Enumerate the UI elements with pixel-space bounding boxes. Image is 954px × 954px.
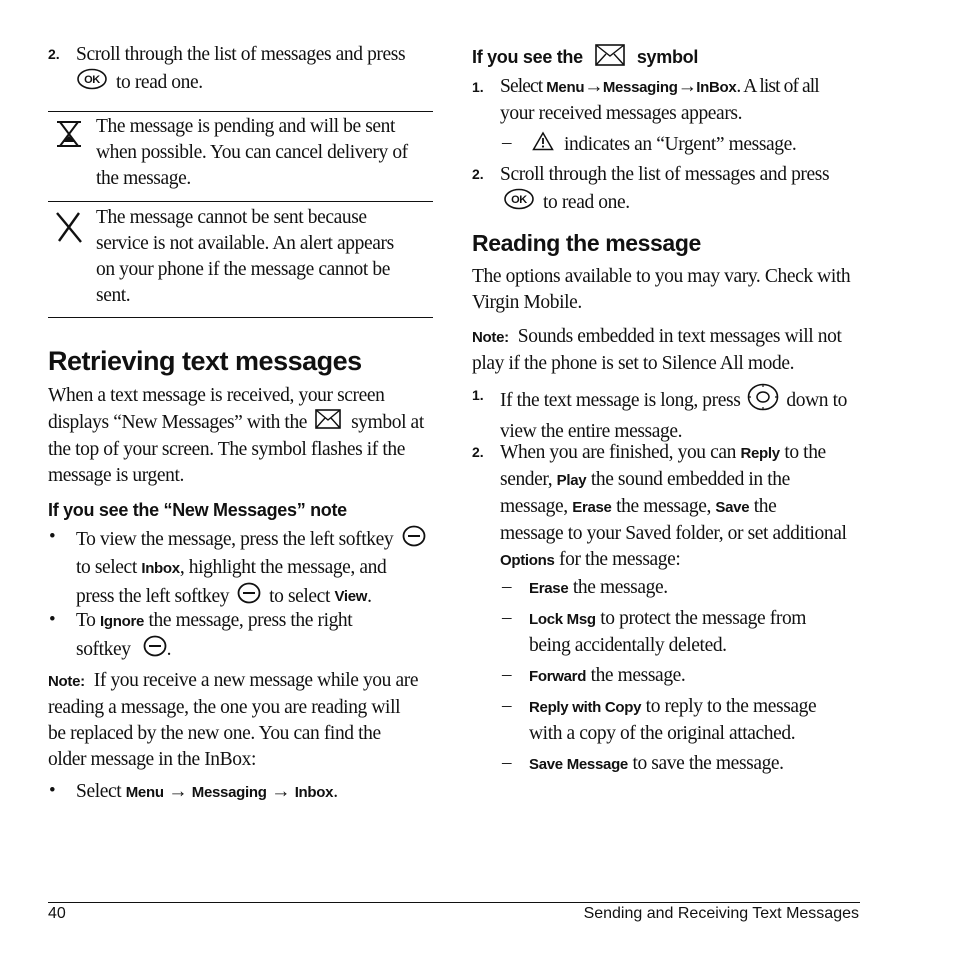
menu-key: Menu bbox=[546, 79, 585, 96]
key-label: Inbox bbox=[141, 560, 180, 577]
option-text: the message. bbox=[572, 577, 668, 598]
dash-marker: – bbox=[502, 576, 512, 597]
step-text-end: to read one. bbox=[543, 192, 630, 213]
hourglass-icon bbox=[54, 120, 84, 153]
step-number: 2. bbox=[48, 46, 60, 62]
note-label: Note: bbox=[48, 673, 85, 690]
step-text-part: When you are finished, you can bbox=[500, 442, 736, 463]
note-line: older message in the InBox: bbox=[48, 749, 256, 770]
step-line bbox=[500, 467, 885, 494]
step-number: 1. bbox=[472, 387, 484, 403]
dash-marker: – bbox=[502, 607, 512, 628]
note-line: play if the phone is set to Silence All mode. bbox=[472, 353, 795, 374]
table-top-rule bbox=[48, 111, 433, 112]
bullet-line bbox=[76, 608, 446, 635]
menu-key: Messaging bbox=[191, 784, 267, 801]
menu-key: InBox bbox=[696, 79, 737, 96]
arrow-icon: → bbox=[677, 76, 697, 97]
bullet-text: to select bbox=[76, 557, 137, 578]
bullet-line bbox=[76, 525, 446, 555]
bullet-line bbox=[76, 635, 446, 665]
note-text: If you receive a new message while you are bbox=[93, 670, 419, 691]
bullet-dot: • bbox=[49, 609, 56, 630]
navigation-key-icon bbox=[747, 383, 779, 419]
arrow-icon: → bbox=[271, 781, 291, 802]
option-item bbox=[529, 575, 668, 602]
option-text: to protect the message from bbox=[600, 608, 807, 629]
section-heading: Reading the message bbox=[472, 230, 701, 256]
option-key: Save Message bbox=[529, 756, 628, 773]
intro-line: message is urgent. bbox=[48, 465, 184, 486]
option-item bbox=[529, 606, 806, 659]
step-line bbox=[500, 440, 885, 467]
status-row-line: service is not available. An alert appears bbox=[96, 233, 394, 254]
softkey-icon bbox=[402, 525, 426, 555]
step-line bbox=[500, 74, 870, 101]
step-text-part: . A list of all bbox=[736, 76, 819, 97]
section-heading: Retrieving text messages bbox=[48, 346, 362, 376]
note-line bbox=[472, 324, 872, 351]
note-line: reading a message, the one you are reading will bbox=[48, 697, 401, 718]
table-bottom-rule bbox=[48, 317, 433, 318]
step-text-part: message, bbox=[500, 496, 568, 517]
step-number: 2. bbox=[472, 444, 484, 460]
option-text: the message. bbox=[590, 665, 686, 686]
step-line: view the entire message. bbox=[500, 421, 683, 442]
paragraph-line: Virgin Mobile. bbox=[472, 292, 582, 313]
menu-key: Menu bbox=[125, 784, 164, 801]
option-key: Forward bbox=[529, 668, 587, 685]
intro-line bbox=[48, 409, 438, 437]
step-text-line2 bbox=[503, 188, 630, 218]
bullet-text: softkey bbox=[76, 639, 131, 660]
options-paragraph bbox=[472, 264, 872, 316]
step-line bbox=[500, 383, 880, 419]
status-row-line: The message is pending and will be sent bbox=[96, 116, 396, 137]
status-row-line: when possible. You can cancel delivery of bbox=[96, 142, 408, 163]
envelope-icon bbox=[595, 44, 625, 71]
menu-path bbox=[76, 779, 338, 806]
step-text bbox=[500, 440, 885, 574]
key-label: Ignore bbox=[99, 613, 145, 630]
ok-button-icon bbox=[503, 188, 535, 218]
step-line bbox=[500, 547, 885, 574]
step-number: 2. bbox=[472, 166, 484, 182]
intro-text: symbol at bbox=[351, 412, 424, 433]
option-line bbox=[529, 606, 806, 633]
note-line: be replaced by the new one. You can find the bbox=[48, 723, 381, 744]
svg-text:OK: OK bbox=[511, 194, 527, 206]
table-row-rule bbox=[48, 201, 433, 202]
step-text-part: Select bbox=[500, 76, 543, 97]
option-key: Lock Msg bbox=[529, 611, 596, 628]
step-text-part: If the text message is long, press bbox=[500, 390, 741, 411]
status-row-line: on your phone if the message cannot be bbox=[96, 259, 391, 280]
option-key: Play bbox=[556, 472, 587, 489]
menu-path-text: . bbox=[333, 781, 338, 802]
dash-marker: – bbox=[502, 664, 512, 685]
heading-text: If you see the bbox=[472, 47, 583, 67]
heading-text: symbol bbox=[636, 47, 699, 67]
bullet-dot: • bbox=[49, 526, 56, 547]
bullet-text: , highlight the message, and bbox=[179, 557, 387, 578]
paragraph-line: The options available to you may vary. Check with bbox=[472, 266, 851, 287]
intro-line: When a text message is received, your screen bbox=[48, 385, 385, 406]
bullet-text: To bbox=[76, 610, 96, 631]
option-key: Save bbox=[715, 499, 750, 516]
option-line bbox=[529, 694, 816, 721]
option-text: to save the message. bbox=[632, 753, 784, 774]
option-line: with a copy of the original attached. bbox=[529, 723, 796, 744]
bullet-text: To view the message, press the left softkey bbox=[76, 529, 394, 550]
option-key: Erase bbox=[572, 499, 612, 516]
subheading: If you see the “New Messages” note bbox=[48, 500, 347, 520]
menu-key: Messaging bbox=[602, 79, 678, 96]
bullet-item bbox=[76, 608, 446, 665]
key-label: View bbox=[334, 588, 368, 605]
step-text-part: the sound embedded in the bbox=[590, 469, 790, 490]
option-key: Reply bbox=[740, 445, 780, 462]
bullet-dot: • bbox=[49, 780, 56, 801]
note-line bbox=[48, 668, 440, 695]
envelope-heading bbox=[472, 44, 698, 71]
status-row-line: The message cannot be sent because bbox=[96, 207, 367, 228]
dash-marker: – bbox=[502, 752, 512, 773]
arrow-icon: → bbox=[584, 76, 603, 97]
bullet-text: the message, press the right bbox=[148, 610, 353, 631]
step-text-part: the message, bbox=[616, 496, 711, 517]
note-text: Sounds embedded in text messages will not bbox=[517, 326, 842, 347]
option-key: Erase bbox=[529, 580, 569, 597]
status-row-line: the message. bbox=[96, 168, 191, 189]
status-row-pending bbox=[96, 114, 408, 192]
step-text-end: to read one. bbox=[116, 72, 203, 93]
menu-key: Inbox bbox=[294, 784, 334, 801]
note-block bbox=[472, 324, 872, 377]
ok-button-icon bbox=[76, 68, 108, 98]
bullet-item bbox=[76, 525, 446, 612]
status-row-line: sent. bbox=[96, 285, 131, 306]
option-item bbox=[529, 751, 784, 778]
step-number: 1. bbox=[472, 79, 484, 95]
option-line: being accidentally deleted. bbox=[529, 635, 727, 656]
step-line: your received messages appears. bbox=[500, 103, 743, 124]
menu-path-text: Select bbox=[76, 781, 122, 802]
bullet-text: press the left softkey bbox=[76, 586, 230, 607]
step-text-line2 bbox=[76, 68, 203, 98]
step-text-part: the bbox=[753, 496, 777, 517]
svg-text:OK: OK bbox=[84, 74, 100, 86]
x-mark-icon bbox=[54, 210, 84, 249]
dash-marker: – bbox=[502, 132, 512, 153]
step-text bbox=[500, 383, 880, 445]
softkey-icon bbox=[143, 635, 167, 665]
step-text-part: to the bbox=[784, 442, 826, 463]
option-item bbox=[529, 694, 816, 747]
option-item bbox=[529, 663, 685, 690]
status-row-unavailable bbox=[96, 205, 394, 309]
envelope-icon bbox=[315, 409, 341, 437]
bullet-text: . bbox=[367, 586, 372, 607]
urgent-text: indicates an “Urgent” message. bbox=[564, 134, 797, 155]
option-key: Reply with Copy bbox=[529, 699, 642, 716]
note-label: Note: bbox=[472, 329, 509, 346]
step-text-part: down to bbox=[786, 390, 847, 411]
intro-paragraph bbox=[48, 383, 438, 489]
step-line: message to your Saved folder, or set additional bbox=[500, 523, 847, 544]
option-text: to reply to the message bbox=[645, 696, 817, 717]
note-block bbox=[48, 668, 440, 773]
option-key: Options bbox=[500, 552, 555, 569]
urgent-item bbox=[532, 131, 796, 159]
bullet-text: to select bbox=[269, 586, 330, 607]
step-text bbox=[500, 74, 870, 127]
arrow-icon: → bbox=[168, 781, 188, 802]
warning-triangle-icon bbox=[532, 131, 554, 159]
footer-rule bbox=[48, 902, 860, 903]
intro-line: the top of your screen. The symbol flashes if the bbox=[48, 439, 405, 460]
step-line bbox=[500, 494, 885, 521]
intro-text: displays “New Messages” with the bbox=[48, 412, 308, 433]
chapter-title: Sending and Receiving Text Messages bbox=[583, 905, 859, 922]
step-text-part: for the message: bbox=[559, 549, 681, 570]
bullet-text: . bbox=[166, 639, 172, 660]
step-text: Scroll through the list of messages and press bbox=[76, 44, 406, 65]
page-number: 40 bbox=[48, 905, 66, 922]
bullet-line bbox=[76, 555, 446, 582]
dash-marker: – bbox=[502, 695, 512, 716]
step-text: Scroll through the list of messages and press bbox=[500, 164, 830, 185]
step-text-part: sender, bbox=[500, 469, 553, 490]
